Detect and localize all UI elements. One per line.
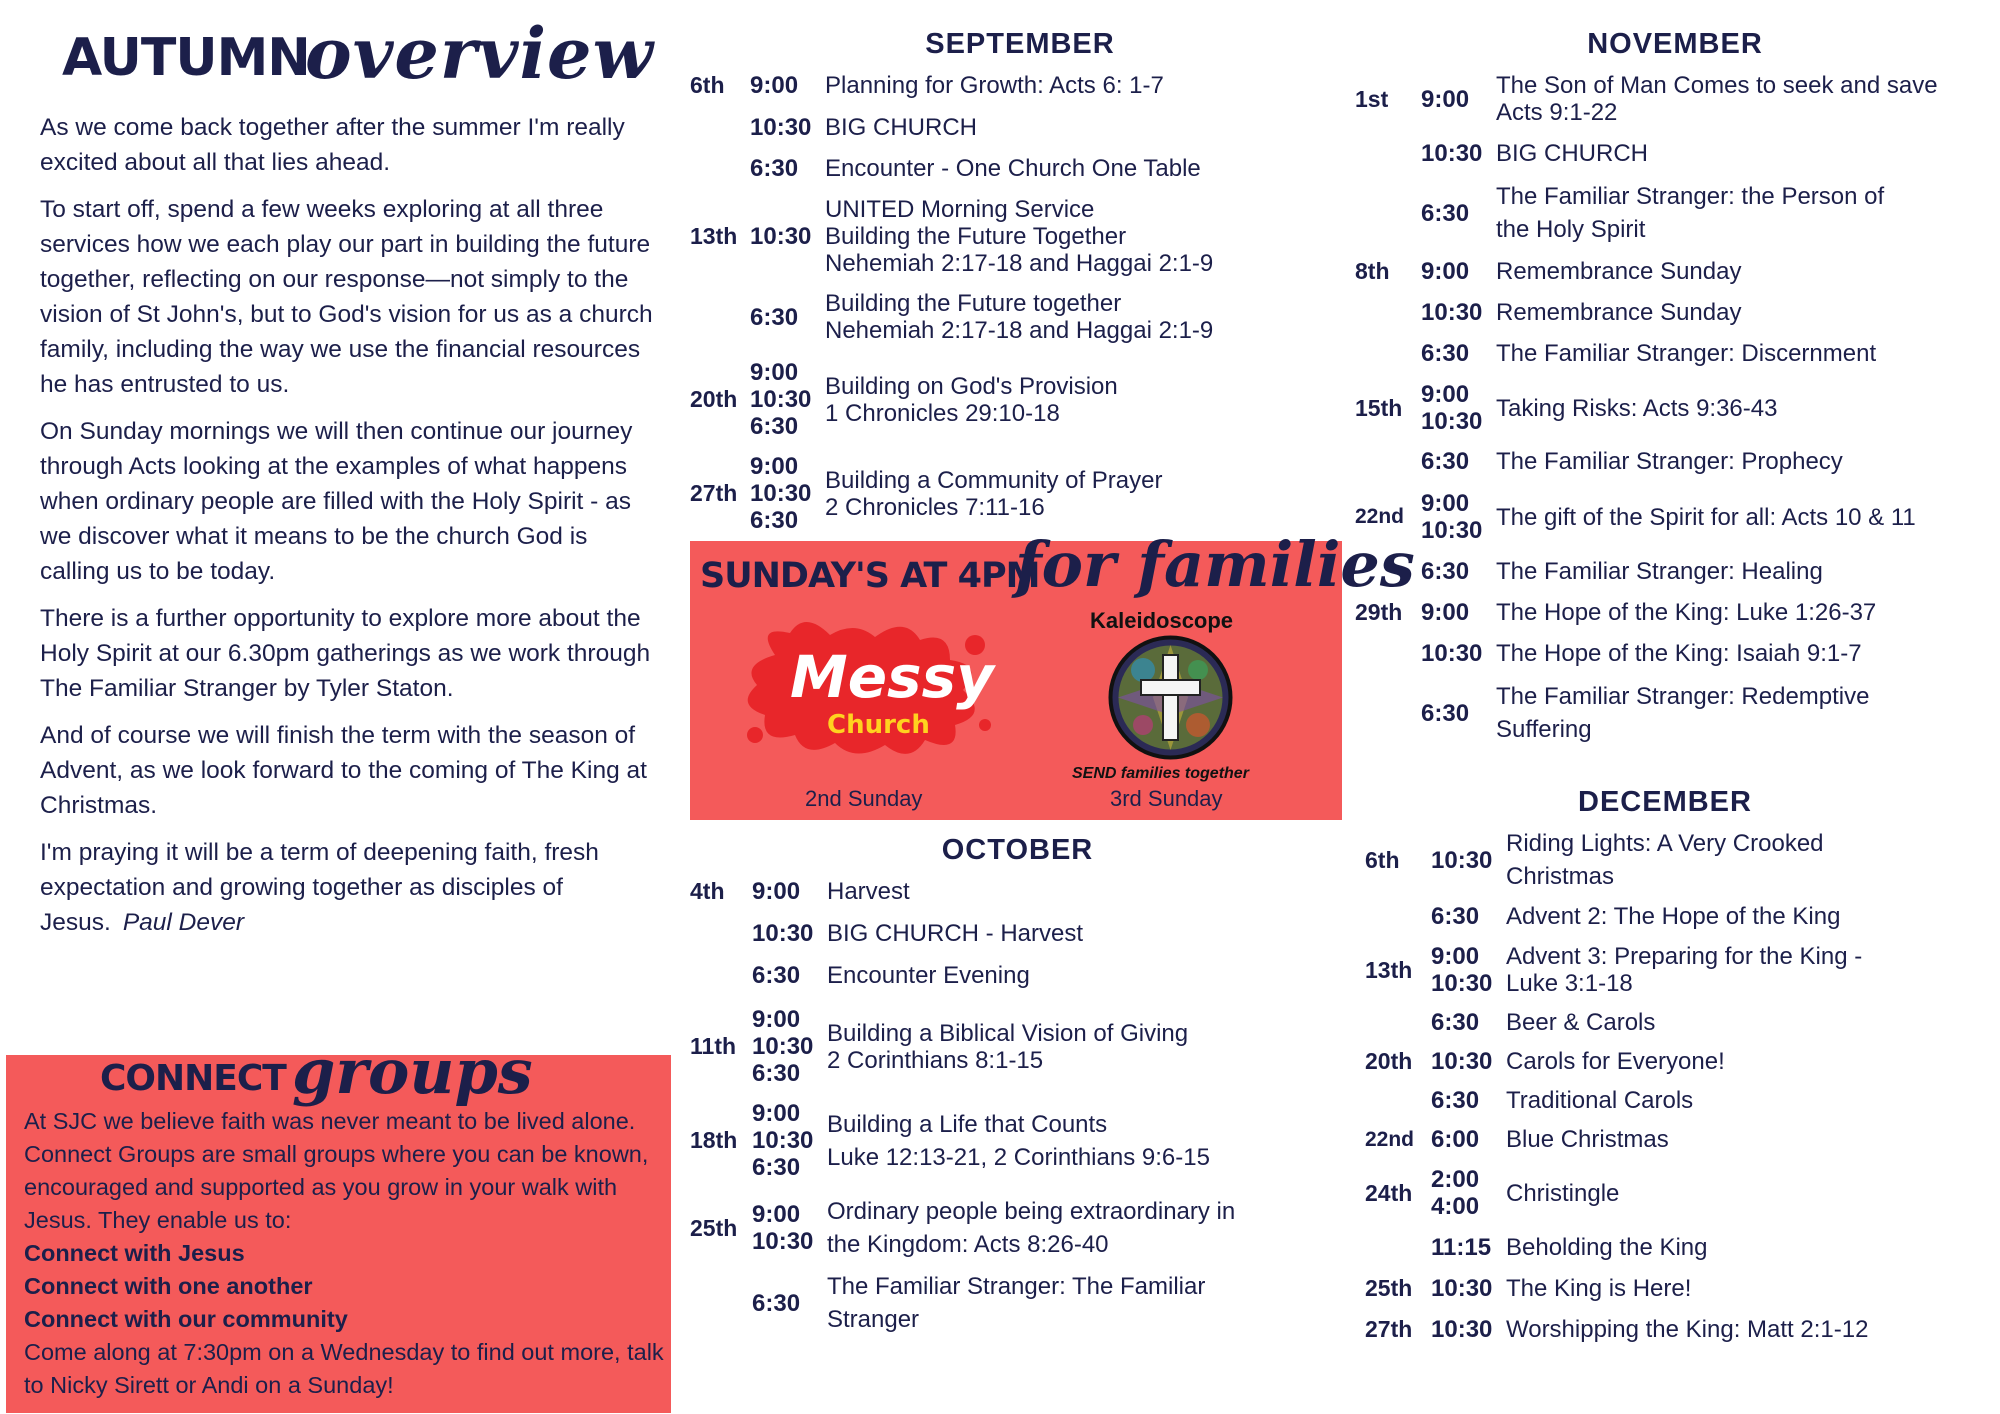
overview-paragraph-last	[40, 835, 660, 940]
schedule-row	[1365, 903, 1986, 930]
row-times	[1421, 490, 1496, 544]
event-line: the Holy Spirit	[1496, 216, 1646, 243]
row-date: 4th	[690, 878, 725, 904]
schedule-row	[690, 155, 1345, 182]
event-line: Building on God's Provision	[825, 372, 1118, 400]
row-time: 10:30	[752, 1228, 814, 1255]
row-event	[827, 878, 1347, 905]
row-event	[825, 467, 1345, 521]
overview-closing-text: I'm praying it will be a term of deepening faith, fresh expectation and growing together as disciples of Jesus.	[40, 839, 599, 936]
row-time: 9:00	[750, 359, 799, 386]
schedule-row	[690, 196, 1345, 277]
month-heading-november: NOVEMBER	[1587, 28, 1763, 60]
event-line: Acts 9:1-22	[1496, 99, 1618, 126]
event-line: Taking Risks: Acts 9:36-43	[1496, 394, 1778, 422]
schedule-row	[1355, 140, 1976, 167]
schedule-row	[1355, 490, 2000, 544]
row-date: 11th	[690, 1033, 737, 1059]
row-time: 6:30	[1431, 1009, 1480, 1036]
row-times	[1421, 700, 1496, 727]
event-line: the Kingdom: Acts 8:26-40	[827, 1231, 1109, 1258]
row-event	[825, 373, 1345, 427]
row-times	[1421, 599, 1496, 626]
overview-title: AUTUMN	[62, 28, 310, 88]
row-date: 20th	[1365, 1048, 1413, 1074]
row-event	[827, 962, 1347, 989]
row-time: 6:30	[1421, 199, 1470, 227]
row-event	[825, 290, 1345, 344]
event-line: Building a Biblical Vision of Giving	[827, 1019, 1189, 1047]
row-times	[750, 155, 825, 182]
row-event	[1496, 680, 1976, 746]
event-line: Carols for Everyone!	[1506, 1048, 1725, 1075]
row-time: 6:30	[752, 1154, 801, 1181]
overview-paragraph: On Sunday mornings we will then continue our journey through Acts looking at the examples of what happens when ordinary people are filled with the Holy Spirit - as we discover what it means to be the church God is calling us to be today.	[40, 418, 633, 585]
connect-point: Connect with Jesus	[24, 1240, 245, 1266]
schedule-row	[1355, 640, 1976, 667]
schedule-row	[1365, 1166, 1986, 1220]
row-time: 6:30	[1431, 903, 1480, 930]
row-time: 10:30	[750, 480, 812, 507]
schedule-row	[1365, 1087, 1986, 1114]
row-times	[752, 878, 827, 905]
overview-body	[40, 110, 660, 952]
event-line: Building the Future together	[825, 290, 1122, 317]
row-time: 6:00	[1431, 1126, 1480, 1153]
row-time: 4:00	[1431, 1193, 1480, 1220]
schedule-row	[1355, 381, 1976, 435]
overview-paragraph: And of course we will finish the term with the season of Advent, as we look forward to the coming of The King at Christmas.	[40, 722, 647, 819]
row-time: 6:30	[750, 155, 799, 182]
row-date: 27th	[1365, 1316, 1413, 1342]
row-event	[827, 920, 1347, 947]
event-line: Christmas	[1506, 863, 1615, 890]
row-event	[825, 196, 1345, 277]
row-date: 6th	[690, 72, 725, 98]
event-line: The Familiar Stranger: Discernment	[1496, 340, 1877, 367]
row-time: 10:30	[1421, 640, 1483, 667]
row-time: 10:30	[1421, 140, 1483, 167]
row-times	[750, 304, 825, 331]
row-event	[1506, 1234, 1986, 1261]
row-time: 10:30	[1431, 1275, 1493, 1302]
row-event	[1496, 640, 1976, 667]
row-event	[1496, 558, 1976, 585]
schedule-row	[1355, 180, 1976, 246]
row-event	[1506, 1126, 1986, 1153]
row-times	[1421, 558, 1496, 585]
row-times	[1421, 258, 1496, 285]
schedule-row	[1355, 599, 1976, 626]
row-time: 6:30	[1421, 448, 1470, 475]
event-line: The Familiar Stranger: Prophecy	[1496, 448, 1843, 475]
row-event	[825, 155, 1345, 182]
row-times	[1431, 1126, 1506, 1153]
messy-church-word: Church	[827, 710, 930, 740]
row-event	[1506, 1275, 1986, 1302]
row-time: 11:15	[1431, 1234, 1492, 1261]
kaleidoscope-when: 3rd Sunday	[1110, 786, 1223, 811]
row-times	[1431, 1275, 1506, 1302]
schedule-row	[690, 453, 1345, 534]
families-title: SUNDAY'S AT 4PM	[700, 556, 1040, 596]
row-time: 9:00	[752, 878, 801, 905]
row-date: 6th	[1365, 846, 1400, 873]
row-times	[1421, 340, 1496, 367]
kaleidoscope-title: Kaleidoscope	[1090, 608, 1234, 633]
row-times	[750, 453, 825, 534]
schedule-row	[1365, 1048, 1986, 1075]
event-line: Nehemiah 2:17-18 and Haggai 2:1-9	[825, 250, 1214, 277]
event-line: The Hope of the King: Isaiah 9:1-7	[1496, 640, 1862, 667]
event-line: 2 Chronicles 7:11-16	[825, 493, 1045, 521]
row-event	[1506, 1048, 1986, 1075]
row-event	[1506, 903, 1986, 930]
month-heading-october: OCTOBER	[941, 834, 1094, 866]
row-time: 6:30	[752, 1289, 801, 1317]
event-line: Riding Lights: A Very Crooked	[1506, 830, 1824, 857]
connect-script-title: groups	[292, 1035, 533, 1108]
row-time: 10:30	[1431, 846, 1493, 874]
row-times	[750, 223, 825, 250]
kaleidoscope-cross-logo	[1108, 635, 1233, 760]
row-time: 6:30	[1421, 340, 1470, 367]
row-time: 9:00	[750, 453, 799, 480]
row-times	[1421, 381, 1496, 435]
event-line: Traditional Carols	[1506, 1087, 1694, 1114]
row-time: 9:00	[1421, 85, 1470, 113]
schedule-row	[690, 1006, 1347, 1087]
row-time: 10:30	[752, 920, 814, 947]
event-line: Advent 2: The Hope of the King	[1506, 903, 1841, 930]
schedule-row	[1365, 1009, 1986, 1036]
row-time: 9:00	[1431, 943, 1480, 970]
row-time: 9:00	[1421, 599, 1470, 626]
row-time: 10:30	[1421, 299, 1483, 326]
overview-paragraph: There is a further opportunity to explore more about the Holy Spirit at our 6.30pm gatherings as we work through The Familiar Stranger by Tyler Staton.	[40, 605, 651, 702]
row-times	[1431, 1087, 1506, 1114]
event-line: Building the Future Together	[825, 223, 1127, 250]
overview-paragraph: As we come back together after the summer I'm really excited about all that lies ahead.	[40, 114, 625, 176]
row-date: 13th	[690, 223, 738, 249]
schedule-row	[690, 72, 1345, 99]
row-times	[750, 72, 825, 99]
event-line: The Familiar Stranger: The Familiar	[827, 1273, 1206, 1300]
row-time: 10:30	[1421, 517, 1483, 544]
row-times	[1431, 1048, 1506, 1075]
event-line: Advent 3: Preparing for the King -	[1506, 943, 1863, 970]
row-event	[827, 1108, 1347, 1174]
connect-point: Connect with our community	[24, 1306, 348, 1332]
row-times	[752, 920, 827, 947]
row-event	[1506, 827, 1986, 893]
row-event	[1496, 258, 1976, 285]
event-line: The Familiar Stranger: Redemptive	[1496, 683, 1870, 710]
event-line: 1 Chronicles 29:10-18	[825, 399, 1060, 427]
row-times	[1431, 903, 1506, 930]
row-time: 6:30	[752, 1060, 801, 1087]
row-date: 27th	[690, 480, 738, 506]
row-times	[1421, 448, 1496, 475]
row-times	[1431, 1316, 1506, 1343]
schedule-row	[1355, 72, 2000, 126]
event-line: The Familiar Stranger: Healing	[1496, 558, 1823, 585]
schedule-row	[690, 878, 1347, 905]
row-times	[752, 1100, 827, 1181]
event-line: Luke 3:1-18	[1506, 970, 1633, 997]
row-time: 6:30	[1421, 699, 1470, 727]
event-line: Beholding the King	[1506, 1234, 1708, 1261]
schedule-row	[690, 114, 1345, 141]
row-event	[1496, 504, 2000, 531]
row-date: 15th	[1355, 394, 1403, 421]
row-time: 9:00	[1421, 381, 1470, 408]
row-event	[1506, 1009, 1986, 1036]
row-time: 9:00	[752, 1006, 801, 1033]
schedule-row	[1355, 558, 1976, 585]
row-time: 9:00	[750, 72, 799, 99]
row-times	[752, 962, 827, 989]
row-times	[1431, 1166, 1506, 1220]
row-times	[1431, 1009, 1506, 1036]
row-time: 10:30	[752, 1033, 814, 1060]
row-times	[1421, 299, 1496, 326]
month-heading-december: DECEMBER	[1578, 786, 1752, 818]
row-times	[1421, 640, 1496, 667]
event-line: BIG CHURCH	[1496, 140, 1649, 167]
row-time: 9:00	[1421, 258, 1470, 285]
row-time: 10:30	[1431, 1316, 1493, 1343]
row-event	[825, 114, 1345, 141]
row-times	[752, 1290, 827, 1317]
row-time: 6:30	[1431, 1087, 1480, 1114]
row-date: 1st	[1355, 85, 1389, 112]
schedule-row	[1365, 1234, 1986, 1261]
event-line: Christingle	[1506, 1179, 1620, 1207]
row-times	[1431, 847, 1506, 874]
event-line: Encounter - One Church One Table	[825, 155, 1201, 182]
schedule-row	[690, 290, 1345, 344]
event-line: Remembrance Sunday	[1496, 299, 1742, 326]
event-line: Nehemiah 2:17-18 and Haggai 2:1-9	[825, 317, 1214, 344]
row-time: 10:30	[750, 223, 812, 250]
schedule-row	[1365, 1316, 1986, 1343]
schedule-row	[1365, 1126, 1986, 1153]
row-times	[750, 359, 825, 440]
row-date: 13th	[1365, 956, 1413, 983]
event-line: Encounter Evening	[827, 962, 1030, 989]
row-time: 9:00	[1421, 490, 1470, 517]
messy-word: Messy	[790, 643, 994, 711]
overview-paragraph: To start off, spend a few weeks exploring at all three services how we each play our part in building the future together, reflecting on our response—not simply to the vision of St John's, but to God's vision for us as a church family, including the way we use the financial resources he has entrusted to us.	[40, 196, 653, 398]
row-event	[1496, 180, 1976, 246]
row-date: 24th	[1365, 1179, 1413, 1206]
row-times	[1431, 1234, 1506, 1261]
event-line: The gift of the Spirit for all: Acts 10 & 11	[1496, 503, 1916, 531]
row-times	[1421, 140, 1496, 167]
row-time: 6:30	[750, 303, 799, 331]
row-times	[1431, 943, 1506, 997]
event-line: Blue Christmas	[1506, 1126, 1669, 1153]
event-line: Building a Life that Counts	[827, 1110, 1108, 1138]
schedule-row	[1355, 680, 1976, 746]
row-time: 10:30	[750, 114, 812, 141]
event-line: The Familiar Stranger: the Person of	[1496, 183, 1885, 210]
event-line: 2 Corinthians 8:1-15	[827, 1046, 1044, 1074]
row-event	[825, 72, 1345, 99]
row-time: 10:30	[1421, 408, 1483, 435]
row-time: 6:30	[752, 962, 801, 989]
row-event	[827, 1270, 1347, 1336]
row-event	[1496, 599, 1976, 626]
row-time: 9:00	[752, 1201, 801, 1228]
connect-point: Connect with one another	[24, 1273, 313, 1299]
row-times	[1421, 86, 1496, 113]
row-date: 22nd	[1365, 1127, 1415, 1151]
schedule-row	[690, 962, 1347, 989]
schedule-row	[1355, 448, 1976, 475]
row-times	[752, 1006, 827, 1087]
event-line: Remembrance Sunday	[1496, 258, 1742, 285]
event-line: The Son of Man Comes to seek and save	[1496, 72, 1938, 99]
row-date: 22nd	[1355, 505, 1405, 528]
overview-script-title: overview	[305, 12, 654, 95]
row-event	[1506, 1087, 1986, 1114]
row-time: 6:30	[1421, 558, 1470, 585]
schedule-row	[690, 359, 1345, 440]
schedule-row	[1355, 299, 1976, 326]
schedule-row	[1355, 258, 1976, 285]
event-line: The King is Here!	[1506, 1275, 1692, 1302]
messy-church-logo	[735, 615, 1005, 765]
row-time: 10:30	[752, 1127, 814, 1154]
row-time: 6:30	[750, 413, 799, 440]
schedule-row	[1355, 340, 1976, 367]
event-line: Harvest	[827, 878, 910, 905]
row-event	[827, 1020, 1347, 1074]
row-event	[1496, 140, 1976, 167]
row-event	[1496, 72, 2000, 126]
row-event	[827, 1195, 1347, 1261]
row-event	[1496, 395, 1976, 422]
row-date: 20th	[690, 386, 738, 412]
connect-intro: At SJC we believe faith was never meant to be lived alone. Connect Groups are small groups where you can be known, encouraged and supported as you grow in your walk with Jesus. They enable us to:	[24, 1108, 649, 1233]
schedule-row	[1365, 827, 1986, 893]
row-event	[1506, 943, 1986, 997]
row-time: 6:30	[750, 507, 799, 534]
row-times	[1421, 200, 1496, 227]
row-time: 10:30	[750, 386, 812, 413]
connect-outro: Come along at 7:30pm on a Wednesday to find out more, talk to Nicky Sirett or Andi on a Sunday!	[24, 1339, 664, 1398]
month-heading-september: SEPTEMBER	[925, 28, 1115, 60]
row-time: 9:00	[752, 1100, 801, 1127]
row-date: 18th	[690, 1127, 738, 1153]
messy-church-when: 2nd Sunday	[805, 786, 923, 811]
row-time: 10:30	[1431, 1048, 1493, 1075]
event-line: BIG CHURCH - Harvest	[827, 920, 1084, 947]
schedule-row	[1365, 1275, 1986, 1302]
row-date: 25th	[690, 1214, 738, 1241]
event-line: Stranger	[827, 1306, 920, 1333]
schedule-row	[690, 920, 1347, 947]
schedule-row	[690, 1270, 1347, 1336]
connect-body	[24, 1105, 664, 1402]
event-line: Suffering	[1496, 716, 1592, 743]
row-event	[1506, 1316, 1986, 1343]
row-date: 29th	[1355, 599, 1403, 625]
row-event	[1496, 299, 1976, 326]
row-time: 10:30	[1431, 970, 1493, 997]
event-line: Ordinary people being extraordinary in	[827, 1198, 1236, 1225]
row-date: 8th	[1355, 258, 1390, 284]
row-time: 2:00	[1431, 1166, 1480, 1193]
event-line: Planning for Growth: Acts 6: 1-7	[825, 72, 1164, 99]
row-event	[1506, 1180, 1986, 1207]
kaleidoscope-tagline: SEND families together	[1072, 765, 1249, 782]
event-line: Beer & Carols	[1506, 1009, 1656, 1036]
row-times	[750, 114, 825, 141]
event-line: Building a Community of Prayer	[825, 466, 1163, 494]
event-line: Luke 12:13-21, 2 Corinthians 9:6-15	[827, 1143, 1210, 1171]
row-date: 25th	[1365, 1275, 1413, 1301]
row-times	[752, 1201, 827, 1255]
row-event	[1496, 340, 1976, 367]
schedule-row	[690, 1100, 1347, 1181]
schedule-row	[1365, 943, 1986, 997]
event-line: BIG CHURCH	[825, 114, 978, 141]
row-event	[1496, 448, 1976, 475]
schedule-row	[690, 1195, 1347, 1261]
overview-signature: Paul Dever	[122, 909, 245, 936]
families-script-title: for families	[1015, 528, 1415, 601]
event-line: UNITED Morning Service	[825, 196, 1095, 223]
event-line: The Hope of the King: Luke 1:26-37	[1496, 599, 1877, 626]
connect-title: CONNECT	[100, 1058, 286, 1099]
event-line: Worshipping the King: Matt 2:1-12	[1506, 1316, 1869, 1343]
